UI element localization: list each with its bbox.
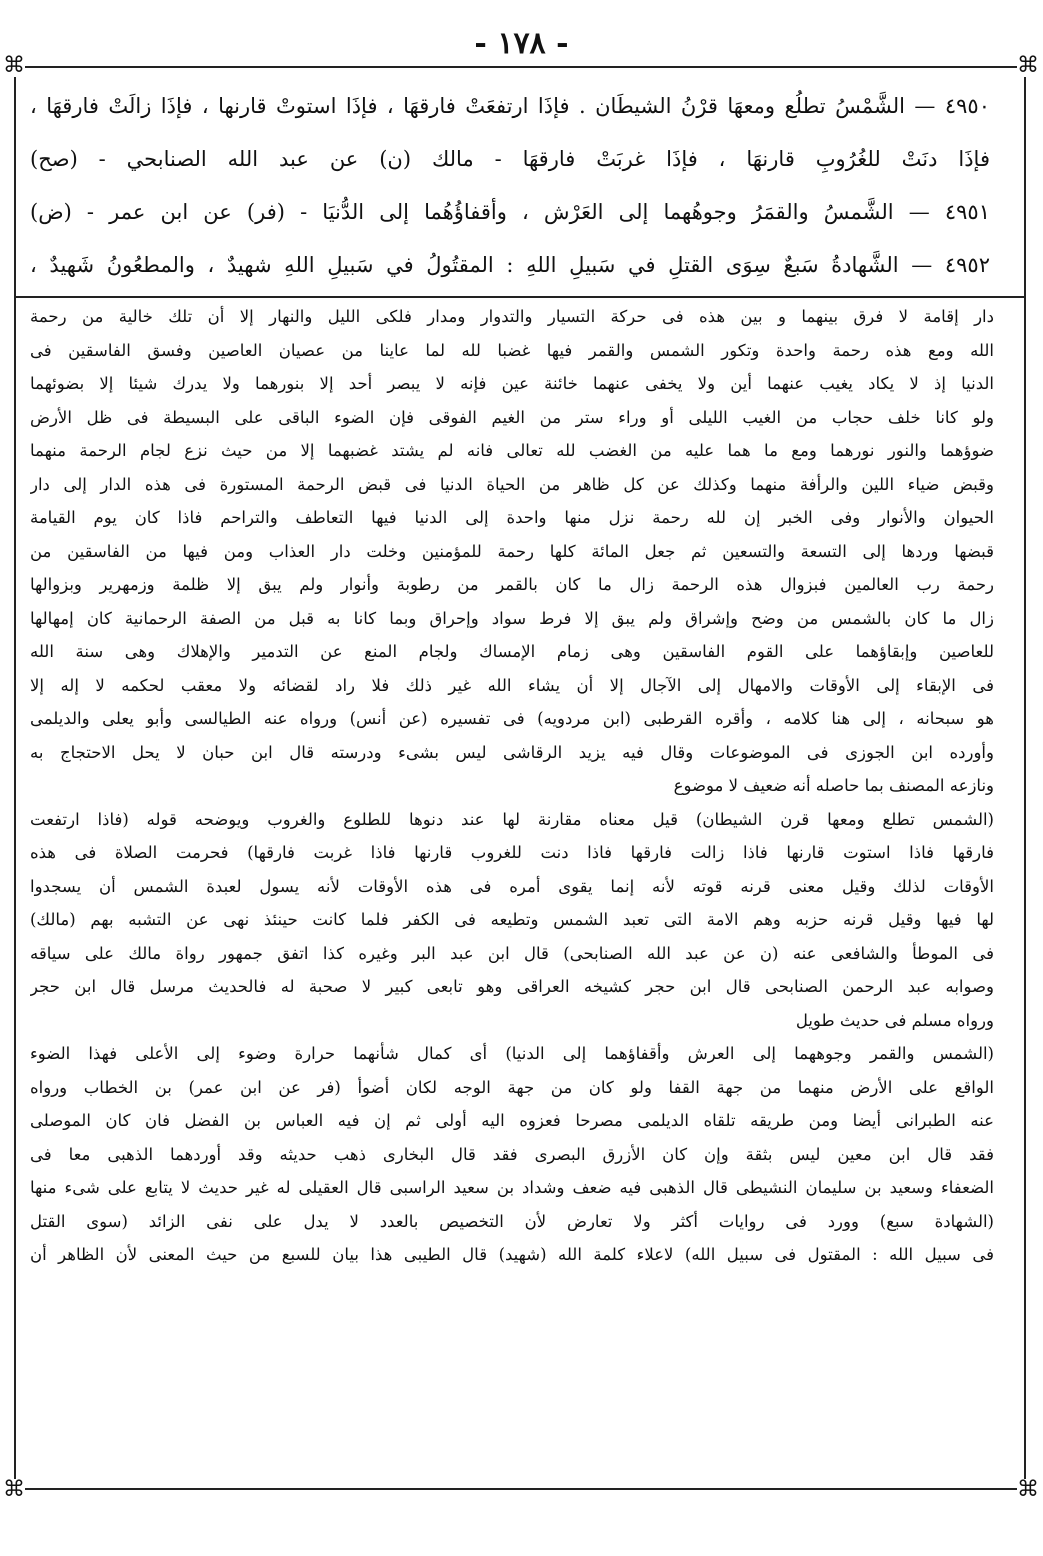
- ornament-icon: ⌘: [3, 53, 25, 78]
- section-divider: [14, 296, 1026, 298]
- commentary-line: وأورده ابن الجوزى فى الموضوعات وقال فيه يزيد الرقاشى ليس بشىء ودرسته قال ابن حبان لا يحل الاحتجاج به: [30, 742, 994, 762]
- hadith-text-block: [30, 80, 990, 292]
- page-number: - ١٧٨ -: [474, 26, 569, 61]
- hadith-line: فإذَا دنَتْ للغُرُوبِ قارنهَا ، فإذَا غربَتْ فارقهَا - مالك (ن) عن عبد الله الصنابحي - (صح): [30, 147, 990, 171]
- commentary-line: هو سبحانه ، إلى هنا كلامه ، وأقره القرطبى (ابن مردويه) فى تفسيره (عن أنس) ورواه عنه الطيالسى وأبو يعلى والديلمى: [30, 709, 994, 728]
- commentary-line: الضعفاء وسعيد بن سليمان النشيطى قال الذهبى فيه ضعف وشداد بن سعيد الراسبى قال العقيلى له غير حديث لا يتابع على شىء منها: [30, 1178, 994, 1197]
- commentary-line: فارقها فاذا استوت قارنها فاذا زالت فارقها فاذا دنت للغروب قارنها فاذا غربت فارقها) فحرمت الصلاة فى هذه: [30, 843, 994, 862]
- commentary-line: ونازعه المصنف بما حاصله أنه ضعيف لا موضوع: [673, 776, 994, 795]
- commentary-line: ورواه مسلم فى حديث طويل: [795, 1010, 994, 1030]
- commentary-line: الدنيا إذ لا يكاد يغيب عنهما أين ولا يخفى عنهما خائنة عين فإنه لا يبصر أحد إلا بنورهما ولا يدرك شيئا إلا بضوئهما: [30, 374, 994, 393]
- commentary-line: فقد قال ابن معين ليس بثقة وإن كان الأزرق البصرى فقد قال البخارى ذهب حديثه وقد أوردهما الذهبى معا فى: [30, 1144, 994, 1164]
- commentary-line: الواقع على الأرض منهما من جهة القفا ولو كان من جهة الوجه لكان أضوأ (فر عن ابن عمر) بن الخطاب ورواه: [30, 1077, 994, 1097]
- commentary-line: ضوؤهما والنور نورهما ومع ما هما عليه من الغضب لله تعالى فانه لم يشتد غضبهما إلا من حيث نزع لجام الرحمة منهما: [30, 441, 994, 460]
- commentary-line: (الشمس تطلع ومعها قرن الشيطان) قيل معناه مقارنة لها عند دنوها للطلوع والغروب ويوضحه قوله (فاذا ارتفعت: [30, 809, 994, 829]
- commentary-line: رحمة رب العالمين فبزوال هذه الرحمة زال ما كان بالقمر من رطوبة وأنوار ولم يبق إلا ظلمة وزمهرير وبزوالها: [30, 575, 994, 594]
- commentary-line: الحيوان والأنوار وفى الخبر إن لله رحمة نزل منها واحدة إلى الدنيا فيها التعاطف والتراحم فاذا كان يوم القيامة: [30, 508, 994, 527]
- commentary-line: فى الموطأ والشافعى عنه (ن عن عبد الله الصنابحى) قال ابن عبد البر وغيره كذا اتفق جمهور رواة مالك على سياقه: [30, 943, 994, 963]
- hadith-line: ٤٩٥٢ — الشَّهادةُ سَبعٌ سِوَى القتلِ في سَبيلِ اللهِ : المقتُولُ في سَبيلِ اللهِ شهيدٌ ، والمطعُونُ شَهيدٌ ،: [30, 253, 990, 277]
- ornament-icon: ⌘: [1017, 53, 1039, 78]
- commentary-line: فى سبيل الله : المقتول فى سبيل الله) لاعلاء كلمة الله (شهيد) قال الطيبى هذا بيان للسبع من حيث المعنى لأن الظاهر أن: [30, 1245, 994, 1264]
- ornament-icon: ⌘: [1017, 1477, 1039, 1502]
- hadith-line: ٤٩٥٠ — الشَّمْسُ تطلُع ومعهَا قرْنُ الشيطَان . فإذَا ارتفعَتْ فارقهَا ، فإذَا استوتْ قارنها ، فإذَا زالَتْ فارقهَا ،: [30, 94, 990, 118]
- commentary-line: لها فيها وقيل قرنه حزبه وهم الامة التى تعبد الشمس وتطيعه فى الكفر فلما كانت حينئذ نهى عن التشبه بهم (مالك): [30, 910, 994, 929]
- commentary-line: عنه الطبرانى أيضا ومن طريقه تلقاه الديلمى مصرحا فعزوه اليه أولى ثم إن فيه العباس بن الفضل فان كان الموصلى: [30, 1111, 994, 1130]
- commentary-line: (الشهادة سبع) وورد فى روايات أكثر ولا تعارض لأن التخصيص بالعدد لا يدل على نفى الزائد (سوى القتل: [30, 1211, 994, 1231]
- commentary-line: للعاصين وإبقاؤهما على القوم الفاسقين وهى زمام الإمساك ولجام المنع عن التدمير والإهلاك وهى سنة الله: [30, 642, 994, 661]
- commentary-line: زال ما كان بالشمس من وضح وإشراق ولم يبق إلا فرط سواد وإحراق وبما كانا به قبل من الصفة الرحمانية كان إمهالها: [30, 608, 994, 628]
- commentary-line: الله ومع هذه رحمة واحدة وتكور الشمس والقمر فيها غضبا لله لما عاينا من عصيان العاصين وفسق الفاسقين فى: [30, 340, 994, 360]
- commentary-line: (الشمس والقمر وجوههما إلى العرش وأقفاؤهما إلى الدنيا) أى كمال شأنهما حرارة وضوء إلى الأعلى فهذا الضوء: [30, 1044, 994, 1063]
- commentary-line: دار إقامة لا فرق بينهما و بين هذه فى حركة التسيار والتدوار ومدار فلكى الليل والنهار إلا أن تلك خالية من رحمة: [30, 307, 994, 326]
- commentary-line: الأوقات لذلك وقيل معنى قرنه قوته لأنه إنما يقوى أمره فى هذه الأوقات لأنه يسول لعبدة الشمس أن يسجدوا: [30, 876, 994, 896]
- commentary-block: [30, 300, 994, 1472]
- hadith-line: ٤٩٥١ — الشَّمسُ والقمَرُ وجوهُهما إلى العَرْش ، وأقفاؤُهُما إلى الدُّنيَا - (فر) عن ابن عمر - (ض): [30, 200, 990, 224]
- commentary-line: فى الإبقاء إلى الأوقات والامهال إلى الآجال إلا أن يشاء الله غير ذلك فلا راد لقضائه ولا معقب لحكمه لا إله إلا: [30, 675, 994, 695]
- commentary-line: ولو كانا خلف حجاب من الغيب الليلى أو وراء ستر من الغيم الفوقى فإن الضوء الباقى على البسيطة فى ظل الأرض: [30, 407, 994, 427]
- commentary-line: وصوابه عبد الرحمن الصنابحى قال ابن حجر كشيخه العراقى وهو تابعى كبير لا صحبة له فالحديث مرسل قال ابن حجر: [30, 977, 994, 996]
- ornament-icon: ⌘: [3, 1477, 25, 1502]
- commentary-line: قبضها وردها إلى التسعة والتسعين ثم جعل المائة كلها رحمة للمؤمنين وخلت دار العذاب ومن فيها من الفاسقين من: [30, 541, 994, 561]
- commentary-line: وقبض ضياء اللين والرأفة منهما وكذلك عن كل ظاهر من الحياة الدنيا فى قبض الرحمة المستورة فى هذه الدار إلى دار: [30, 474, 994, 494]
